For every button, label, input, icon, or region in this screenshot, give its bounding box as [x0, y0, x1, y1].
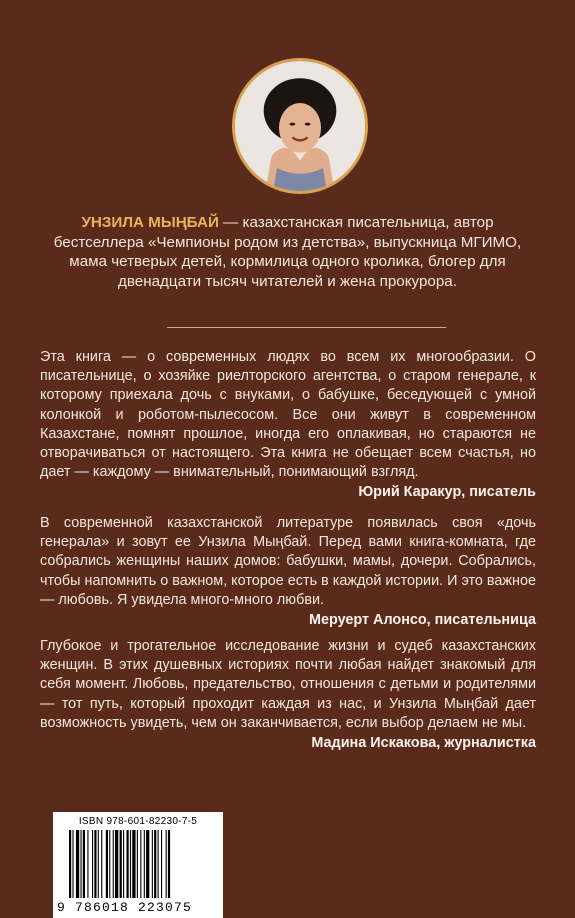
- divider-line: [167, 327, 446, 328]
- barcode-bar: [130, 830, 131, 898]
- author-name: УНЗИЛА МЫҢБАЙ: [81, 214, 219, 231]
- barcode-bar: [87, 830, 88, 898]
- barcode-bar: [120, 830, 122, 898]
- review-text: В современной казахстанской литературе появилась своя «дочь генерала» и зовут ее Унзила Мыңбай. Перед вами книга-комната, где собрались женщины наших домов: бабушки, мамы, дочери. Собрались, чтобы напомнить о важном, которое есть в каждой истории. И это важное — любовь. Я увидела много-много любви.: [40, 515, 536, 608]
- barcode-bar: [161, 830, 162, 898]
- barcode-digits: 9 786018 223075: [57, 900, 193, 915]
- barcode-bar: [140, 830, 141, 898]
- author-portrait-illustration: [235, 61, 365, 191]
- barcode-bar: [146, 830, 149, 898]
- review-text: Эта книга — о современных людях во всем их многообразии. О писательнице, о хозяйке риелторского агентства, о старом генерале, к которому приехала дочь с внуками, о бабушке, беседующей с умной колонкой и роботом-пылесосом. Все они живут в современном Казахстане, помнят прошлое, иногда его оплакивая, но стараются не отворачиваться от настоящего. Эта книга не обещает всем счастья, но дает — каждому — внимательный, понимающий взгляд.: [40, 349, 536, 481]
- barcode-bar: [115, 830, 118, 898]
- review-signature: Юрий Каракур, писатель: [358, 484, 536, 501]
- barcode-bar: [137, 830, 138, 898]
- author-bio: [40, 213, 535, 291]
- review-signature: Мадина Искакова, журналистка: [311, 735, 536, 752]
- barcode-bar: [106, 830, 108, 898]
- barcode-bar: [94, 830, 96, 898]
- review-text: Глубокое и трогательное исследование жизни и судеб казахстанских женщин. В этих душевных историях почти любая найдет знакомый для себя момент. Любовь, предательство, отношения с детьми и родителями — тот путь, который проходит каждая из нас, и Унзила Мыңбай дает возможность увидеть, чем он заканчивается, если выбор делаем не мы.: [40, 638, 536, 731]
- barcode-bar: [113, 830, 114, 898]
- isbn-text: ISBN 978-601-82230-7-5: [78, 816, 198, 827]
- review-3: [40, 637, 536, 753]
- barcode-bar: [98, 830, 99, 898]
- barcode-bar: [132, 830, 135, 898]
- barcode-bar: [109, 830, 110, 898]
- barcode-bar: [144, 830, 145, 898]
- isbn-barcode: [53, 812, 223, 918]
- barcode-bar: [166, 830, 167, 898]
- review-2: [40, 514, 536, 630]
- barcode-bar: [76, 830, 79, 898]
- barcode-bar: [127, 830, 129, 898]
- barcode-bar: [158, 830, 159, 898]
- barcode-bar: [154, 830, 156, 898]
- barcode-bar: [152, 830, 153, 898]
- barcode-bar: [72, 830, 73, 898]
- barcode-bar: [81, 830, 82, 898]
- barcode-bars: [69, 830, 209, 900]
- author-bio-text: — казахстанская писательница, автор бестселлера «Чемпионы родом из детства», выпускница МГИМО, мама четверых детей, кормилица одного кролика, блогер для двенадцати тысяч читателей и жена прокурора.: [53, 214, 522, 290]
- author-photo: [232, 58, 368, 194]
- barcode-bar: [123, 830, 124, 898]
- barcode-bar: [101, 830, 102, 898]
- barcode-bar: [83, 830, 85, 898]
- review-signature: Меруерт Алонсо, писательница: [309, 612, 536, 629]
- barcode-bar: [168, 830, 170, 898]
- barcode-bar: [92, 830, 93, 898]
- review-1: [40, 348, 536, 503]
- barcode-bar: [69, 830, 71, 898]
